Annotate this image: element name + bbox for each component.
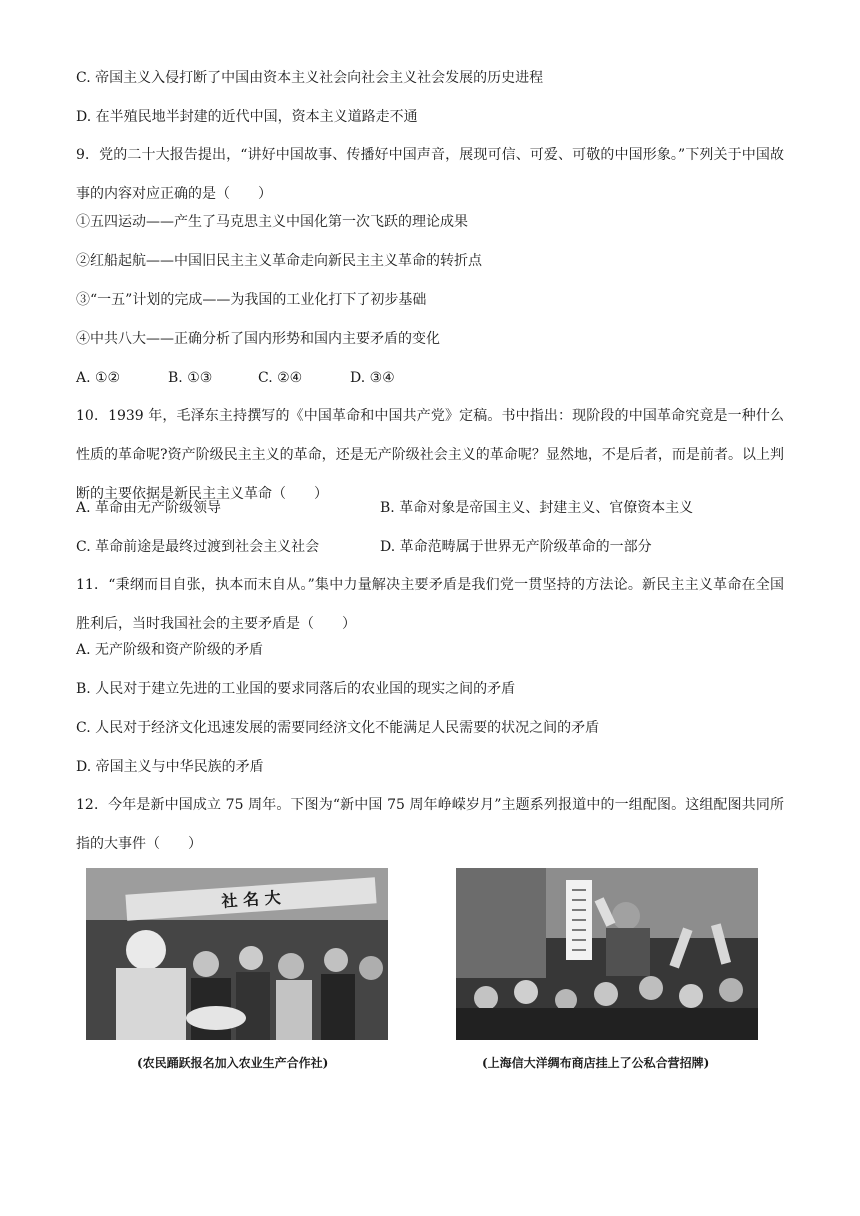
q9-item-4: ④中共八大——正确分析了国内形势和国内主要矛盾的变化: [76, 331, 440, 347]
cooperative-photo-caption: (农民踊跃报名加入农业生产合作社): [137, 1056, 329, 1070]
joint-venture-photo-caption: (上海信大洋绸布商店挂上了公私合营招牌): [482, 1056, 710, 1070]
q9-item-3: ③“一五”计划的完成——为我国的工业化打下了初步基础: [76, 292, 427, 308]
q8-option-d: D. 在半殖民地半封建的近代中国，资本主义道路走不通: [76, 109, 418, 125]
cooperative-sign-text: 社 名 大: [220, 887, 282, 912]
q9-option-a: A. ①②: [76, 370, 121, 386]
q12-stem: 12．今年是新中国成立 75 周年。下图为“新中国 75 周年峥嵘岁月”主题系列报道中的一组配图。这组配图共同所指的大事件（ ）: [76, 797, 784, 852]
q8-option-c: C. 帝国主义入侵打断了中国由资本主义社会向社会主义社会发展的历史进程: [76, 70, 544, 86]
q11-option-c: C. 人民对于经济文化迅速发展的需要同经济文化不能满足人民需要的状况之间的矛盾: [76, 720, 600, 736]
q10-option-a: A. 革命由无产阶级领导: [76, 500, 222, 516]
cooperative-photo: [86, 868, 388, 1040]
q10-option-d: D. 革命范畴属于世界无产阶级革命的一部分: [380, 539, 652, 555]
q9-item-2: ②红船起航——中国旧民主主义革命走向新民主主义革命的转折点: [76, 253, 482, 269]
q11-option-a: A. 无产阶级和资产阶级的矛盾: [76, 642, 264, 658]
q10-option-b: B. 革命对象是帝国主义、封建主义、官僚资本主义: [380, 500, 694, 516]
q11-stem: 11．“秉纲而目自张，执本而末自从。”集中力量解决主要矛盾是我们党一贯坚持的方法论。新民主主义革命在全国胜利后，当时我国社会的主要矛盾是（ ）: [76, 577, 784, 632]
q9-option-d: D. ③④: [350, 370, 395, 386]
cooperative-photo-art: [86, 868, 388, 1040]
q11-option-d: D. 帝国主义与中华民族的矛盾: [76, 759, 264, 775]
joint-venture-photo: [456, 868, 758, 1040]
q11-option-b: B. 人民对于建立先进的工业国的要求同落后的农业国的现实之间的矛盾: [76, 681, 516, 697]
q10-option-c: C. 革命前途是最终过渡到社会主义社会: [76, 539, 320, 555]
q9-stem: 9．党的二十大报告提出，“讲好中国故事、传播好中国声音，展现可信、可爱、可敬的中国形象。”下列关于中国故事的内容对应正确的是（ ）: [76, 147, 784, 202]
q9-option-c: C. ②④: [258, 370, 303, 386]
joint-venture-photo-art: [456, 868, 758, 1040]
q9-item-1: ①五四运动——产生了马克思主义中国化第一次飞跃的理论成果: [76, 214, 468, 230]
q9-option-b: B. ①③: [168, 370, 213, 386]
q10-stem: 10．1939 年，毛泽东主持撰写的《中国革命和中国共产党》定稿。书中指出：现阶段的中国革命究竟是一种什么性质的革命呢?资产阶级民主主义的革命，还是无产阶级社会主义的革命呢？显然地，不是后者，而是前者。以上判断的主要依据是新民主主义革命（ ）: [76, 408, 784, 502]
